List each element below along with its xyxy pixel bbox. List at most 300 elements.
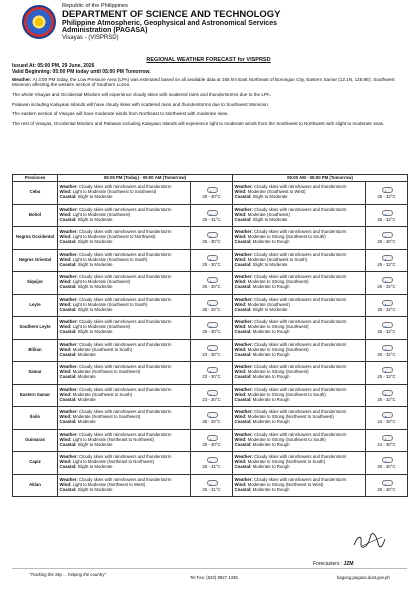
weather-text: Cloudy skies with rainshowers and thunderstorm <box>254 454 347 460</box>
wind-label: Wind: <box>234 391 247 397</box>
temperature-range: 25 - 32°C <box>377 396 396 402</box>
coastal-text: Slight to Moderate <box>252 261 288 267</box>
coastal-label: Coastal: <box>59 306 77 312</box>
document-header <box>12 3 407 53</box>
wind-label: Wind: <box>234 459 247 465</box>
temperature-range: 25 - 32°C <box>377 306 396 312</box>
coastal-text: Moderate <box>77 396 96 402</box>
temperature-range: 25 - 30°C <box>202 239 221 245</box>
table-row <box>13 362 408 385</box>
tonight-forecast <box>58 362 191 385</box>
rain-cloud-icon <box>205 254 219 260</box>
wind-label: Wind: <box>234 301 247 307</box>
issue-info <box>12 64 151 76</box>
rain-cloud-icon <box>205 456 219 462</box>
tonight-weather-cell <box>191 227 233 250</box>
tomorrow-forecast <box>233 317 366 340</box>
province-name: Capiz <box>13 452 58 475</box>
tonight-weather-cell <box>191 317 233 340</box>
temperature-range: 25 - 32°C <box>377 329 396 335</box>
coastal-label: Coastal: <box>234 419 252 425</box>
coastal-text: Slight to Moderate <box>252 306 288 312</box>
weather-text: Cloudy skies with rainshowers and thunderstorm <box>254 184 347 190</box>
coastal-text: Moderate to Rough <box>252 284 290 290</box>
coastal-text: Slight to Moderate <box>77 306 113 312</box>
temperature-range: 25 - 30°C <box>202 329 221 335</box>
rain-cloud-icon <box>205 411 219 417</box>
republic-label: Republic of the Philippines <box>62 3 128 9</box>
rain-cloud-icon <box>380 299 394 305</box>
province-name: Eastern Samar <box>13 384 58 407</box>
coastal-text: Moderate to Rough <box>252 396 290 402</box>
weather-label: Weather: <box>59 454 78 460</box>
province-name: Negros Occidental <box>13 227 58 250</box>
coastal-label: Coastal: <box>59 486 77 492</box>
coastal-text: Slight to Moderate <box>77 441 113 447</box>
temperature-range: 23 - 30°C <box>202 374 221 380</box>
coastal-text: Moderate to Rough <box>252 464 290 470</box>
rain-cloud-icon <box>380 389 394 395</box>
tomorrow-weather-cell <box>366 204 408 227</box>
weather-label: Weather: <box>234 409 253 415</box>
tomorrow-forecast <box>233 204 366 227</box>
coastal-label: Coastal: <box>234 464 252 470</box>
wind-text: Moderate to Strong (Southwest) <box>247 346 309 352</box>
coastal-label: Coastal: <box>234 216 252 222</box>
tonight-weather-cell <box>191 474 233 497</box>
forecast-table <box>12 174 408 497</box>
weather-label: Weather: <box>59 364 78 370</box>
wind-text: Light to Moderate (Southwest) <box>72 279 131 285</box>
tomorrow-forecast <box>233 407 366 430</box>
coastal-text: Moderate to Rough <box>252 351 290 357</box>
tomorrow-weather-cell <box>366 294 408 317</box>
wind-text: Light to Moderate (Southwest) <box>72 211 131 217</box>
rain-cloud-icon <box>205 434 219 440</box>
table-row <box>13 249 408 272</box>
col-header-tomorrow: 05:00 AM - 05:00 PM (Tomorrow) <box>233 175 408 182</box>
coastal-text: Moderate <box>77 351 96 357</box>
agency-name-line2: Administration (PAGASA) <box>62 27 148 35</box>
col-header-tonight: 05:00 PM (Today) - 05:00 AM (Tomorrow) <box>58 175 233 182</box>
synopsis-paragraph: The eastern section of Visayas will have moderate winds from Northeast to Northwest with moderate seas. <box>12 111 229 117</box>
tomorrow-forecast <box>233 429 366 452</box>
wind-text: Moderate to Strong (Southwest to South) <box>247 391 326 397</box>
coastal-label: Coastal: <box>234 374 252 380</box>
weather-label: Weather: <box>59 274 78 280</box>
table-row <box>13 294 408 317</box>
wind-text: Moderate (Southwest to South) <box>72 346 133 352</box>
temperature-range: 25 - 30°C <box>377 239 396 245</box>
tonight-weather-cell <box>191 339 233 362</box>
tomorrow-forecast <box>233 272 366 295</box>
coastal-text: Moderate to Rough <box>252 239 290 245</box>
tonight-forecast <box>58 429 191 452</box>
synopsis-paragraph: Palawan including Kalayaan Islands will have cloudy skies with scattered rains and thunderstorms due to Southwest Monsoon. <box>12 101 270 107</box>
tonight-weather-cell <box>191 249 233 272</box>
weather-label: Weather: <box>234 319 253 325</box>
temperature-range: 25 - 31°C <box>202 216 221 222</box>
wind-label: Wind: <box>59 279 72 285</box>
table-row <box>13 384 408 407</box>
weather-text: Cloudy skies with rainshowers and thunderstorm <box>254 386 347 392</box>
weather-text: Cloudy skies with rainshowers and thunderstorm <box>79 296 172 302</box>
wind-label: Wind: <box>234 279 247 285</box>
wind-text: Light to Moderate (Southwest to South) <box>72 256 148 262</box>
wind-text: Moderate to Strong (Southwest) <box>247 369 309 375</box>
coastal-label: Coastal: <box>234 239 252 245</box>
tonight-weather-cell <box>191 272 233 295</box>
wind-text: Light to Moderate (Northeast to Northwest) <box>72 459 155 465</box>
coastal-text: Slight to Moderate <box>252 194 288 200</box>
tomorrow-weather-cell <box>366 249 408 272</box>
temperature-range: 26 - 32°C <box>377 284 396 290</box>
coastal-text: Slight to Moderate <box>77 486 113 492</box>
synopsis-text: At 3:00 PM today, the Low Pressure Area (LPA) was estimated based on all available data at 165 km East Northeast of Borongan City, Eastern Samar (12.1N, 126.9E). Southwest Monsoon affecting the western section of Southern Luzon. <box>12 77 395 88</box>
tonight-forecast <box>58 227 191 250</box>
rain-cloud-icon <box>380 411 394 417</box>
tomorrow-weather-cell <box>366 429 408 452</box>
wind-label: Wind: <box>234 256 247 262</box>
wind-text: Moderate (Southwest to South) <box>247 256 308 262</box>
tonight-weather-cell <box>191 407 233 430</box>
tonight-forecast <box>58 384 191 407</box>
tomorrow-weather-cell <box>366 182 408 205</box>
province-name: Bohol <box>13 204 58 227</box>
weather-label: Weather: <box>59 386 78 392</box>
weather-label: Weather: <box>234 341 253 347</box>
wind-label: Wind: <box>59 211 72 217</box>
wind-label: Wind: <box>234 324 247 330</box>
weather-text: Cloudy skies with rainshowers and thunderstorm <box>79 364 172 370</box>
coastal-text: Moderate <box>77 419 96 425</box>
weather-label: Weather: <box>59 319 78 325</box>
tomorrow-forecast <box>233 452 366 475</box>
tomorrow-forecast <box>233 249 366 272</box>
wind-text: Light to Moderate (Southwest to South) <box>72 301 148 307</box>
wind-text: Moderate (Southwest to South) <box>72 391 133 397</box>
province-name: Siquijor <box>13 272 58 295</box>
temperature-range: 25 - 30°C <box>202 261 221 267</box>
coastal-label: Coastal: <box>234 441 252 447</box>
wind-text: Moderate to Strong (Northwest to West) <box>247 481 324 487</box>
wind-text: Moderate (Southwest) <box>247 211 290 217</box>
temperature-range: 26 - 31°C <box>202 464 221 470</box>
rain-cloud-icon <box>380 344 394 350</box>
table-row <box>13 227 408 250</box>
tomorrow-forecast <box>233 294 366 317</box>
temperature-range: 25 - 30°C <box>202 306 221 312</box>
tomorrow-forecast <box>233 182 366 205</box>
report-title: REGIONAL WEATHER FORECAST for VISPRSD <box>146 57 271 63</box>
forecasters <box>313 561 354 567</box>
weather-text: Cloudy skies with rainshowers and thunderstorm <box>79 229 172 235</box>
weather-label: Weather: <box>234 206 253 212</box>
table-row <box>13 339 408 362</box>
footer-website[interactable]: bagong.pagasa.dost.gov.ph <box>337 575 390 580</box>
tomorrow-weather-cell <box>366 362 408 385</box>
province-name: Cebu <box>13 182 58 205</box>
coastal-text: Slight to Moderate <box>77 239 113 245</box>
coastal-label: Coastal: <box>59 351 77 357</box>
temperature-range: 25 - 30°C <box>202 419 221 425</box>
wind-text: Moderate (Northwest to Southwest) <box>72 369 141 375</box>
weather-text: Cloudy skies with rainshowers and thunderstorm <box>254 364 347 370</box>
tonight-forecast <box>58 407 191 430</box>
weather-text: Cloudy skies with rainshowers and thunderstorm <box>79 386 172 392</box>
weather-text: Cloudy skies with rainshowers and thunderstorm <box>254 251 347 257</box>
rain-cloud-icon <box>205 299 219 305</box>
coastal-label: Coastal: <box>59 239 77 245</box>
rain-cloud-icon <box>205 321 219 327</box>
coastal-label: Coastal: <box>59 396 77 402</box>
issued-at: Issued At: 05:00 PM, 29 June, 2026 <box>12 63 95 69</box>
table-row <box>13 429 408 452</box>
footer-motto: "Tracking the Sky ... helping the country" <box>29 572 107 577</box>
coastal-label: Coastal: <box>234 284 252 290</box>
coastal-label: Coastal: <box>59 261 77 267</box>
temperature-range: 25 - 32°C <box>377 194 396 200</box>
weather-label: Weather: <box>59 296 78 302</box>
tonight-weather-cell <box>191 452 233 475</box>
tomorrow-forecast <box>233 227 366 250</box>
weather-label: Weather: <box>234 296 253 302</box>
wind-label: Wind: <box>59 346 72 352</box>
rain-cloud-icon <box>205 209 219 215</box>
coastal-label: Coastal: <box>234 261 252 267</box>
table-row <box>13 204 408 227</box>
coastal-text: Moderate to Rough <box>252 374 290 380</box>
wind-label: Wind: <box>59 436 72 442</box>
weather-label: Weather: <box>234 454 253 460</box>
wind-text: Moderate to Strong (Southwest to South) <box>247 234 326 240</box>
coastal-text: Slight to Moderate <box>77 329 113 335</box>
footer-telephone: Tel Fax: (632) 8927 1335 <box>190 575 238 580</box>
tonight-forecast <box>58 339 191 362</box>
province-name: Biliran <box>13 339 58 362</box>
tonight-forecast <box>58 294 191 317</box>
wind-text: Light to Moderate (Northeast to Northwest) <box>72 436 155 442</box>
rain-cloud-icon <box>205 276 219 282</box>
synopsis <box>12 77 407 130</box>
tonight-weather-cell <box>191 182 233 205</box>
weather-label: Weather: <box>59 229 78 235</box>
col-header-provinces: Provinces <box>13 175 58 182</box>
tomorrow-weather-cell <box>366 474 408 497</box>
coastal-label: Coastal: <box>59 441 77 447</box>
wind-text: Moderate to Strong (Northwest to Southwest) <box>247 414 334 420</box>
rain-cloud-icon <box>380 434 394 440</box>
table-row <box>13 272 408 295</box>
temperature-range: 25 - 30°C <box>377 464 396 470</box>
synopsis-paragraph: The rest of Visayas, Occidental Mindoro and Palawan including Kalayaan Islands will experience light to moderate winds from the Southwest to Northwest with slight to moderate seas. <box>12 120 385 126</box>
region-label: Visayas - (VISPRSD) <box>62 34 119 41</box>
synopsis-label: Weather: <box>12 77 32 82</box>
weather-text: Cloudy skies with rainshowers and thunderstorm <box>254 206 347 212</box>
temperature-range: 25 - 32°C <box>377 351 396 357</box>
weather-text: Cloudy skies with rainshowers and thunderstorm <box>79 274 172 280</box>
wind-label: Wind: <box>59 301 72 307</box>
wind-label: Wind: <box>59 256 72 262</box>
department-name: DEPARTMENT OF SCIENCE AND TECHNOLOGY <box>62 8 281 20</box>
weather-text: Cloudy skies with rainshowers and thunderstorm <box>254 431 347 437</box>
coastal-text: Slight to Moderate <box>77 194 113 200</box>
weather-text: Cloudy skies with rainshowers and thunderstorm <box>254 296 347 302</box>
wind-label: Wind: <box>59 391 72 397</box>
weather-label: Weather: <box>59 184 78 190</box>
wind-label: Wind: <box>59 481 72 487</box>
tomorrow-weather-cell <box>366 452 408 475</box>
wind-label: Wind: <box>234 369 247 375</box>
weather-label: Weather: <box>234 476 253 482</box>
wind-label: Wind: <box>59 369 72 375</box>
coastal-text: Slight to Moderate <box>77 261 113 267</box>
weather-text: Cloudy skies with rainshowers and thunderstorm <box>79 341 172 347</box>
weather-text: Cloudy skies with rainshowers and thunderstorm <box>254 476 347 482</box>
wind-text: Light to Moderate (Southwest) <box>72 324 131 330</box>
coastal-label: Coastal: <box>234 486 252 492</box>
tonight-forecast <box>58 272 191 295</box>
tonight-weather-cell <box>191 429 233 452</box>
footer-divider <box>12 568 407 569</box>
wind-label: Wind: <box>234 414 247 420</box>
forecasters-name: JZM <box>343 561 354 567</box>
tonight-weather-cell <box>191 384 233 407</box>
tomorrow-weather-cell <box>366 272 408 295</box>
coastal-label: Coastal: <box>234 194 252 200</box>
wind-text: Light to Moderate (Southwest to Northwest) <box>72 234 156 240</box>
weather-text: Cloudy skies with rainshowers and thunderstorm <box>254 229 347 235</box>
table-row <box>13 474 408 497</box>
coastal-label: Coastal: <box>234 329 252 335</box>
tomorrow-forecast <box>233 362 366 385</box>
tomorrow-weather-cell <box>366 317 408 340</box>
weather-label: Weather: <box>59 341 78 347</box>
coastal-text: Moderate to Rough <box>252 441 290 447</box>
wind-label: Wind: <box>59 414 72 420</box>
province-name: Aklan <box>13 474 58 497</box>
temperature-range: 25 - 32°C <box>377 261 396 267</box>
weather-label: Weather: <box>234 184 253 190</box>
pagasa-seal-icon <box>22 5 56 39</box>
synopsis-paragraph: The whole Visayas and Occidental Mindoro will experience cloudy skies with scattered rains and thunderstorms due to the LPA. <box>12 92 272 97</box>
wind-text: Moderate (Southwest to West) <box>247 189 306 195</box>
tomorrow-forecast <box>233 384 366 407</box>
rain-cloud-icon <box>380 231 394 237</box>
rain-cloud-icon <box>380 456 394 462</box>
tonight-weather-cell <box>191 294 233 317</box>
tomorrow-forecast <box>233 474 366 497</box>
wind-label: Wind: <box>59 234 72 240</box>
coastal-text: Moderate to Rough <box>252 329 290 335</box>
weather-label: Weather: <box>59 431 78 437</box>
rain-cloud-icon <box>380 186 394 192</box>
wind-text: Moderate (Northwest to Southwest) <box>72 414 141 420</box>
wind-text: Light to Moderate (Northwest to West) <box>72 481 146 487</box>
tonight-weather-cell <box>191 362 233 385</box>
forecasters-label: Forecasters : <box>313 561 343 567</box>
tomorrow-forecast <box>233 339 366 362</box>
weather-label: Weather: <box>234 364 253 370</box>
weather-label: Weather: <box>59 206 78 212</box>
coastal-label: Coastal: <box>59 216 77 222</box>
weather-label: Weather: <box>234 431 253 437</box>
coastal-label: Coastal: <box>234 306 252 312</box>
table-row <box>13 182 408 205</box>
temperature-range: 26 - 31°C <box>202 486 221 492</box>
rain-cloud-icon <box>205 186 219 192</box>
rain-cloud-icon <box>205 366 219 372</box>
wind-label: Wind: <box>234 481 247 487</box>
temperature-range: 25 - 30°C <box>377 486 396 492</box>
rain-cloud-icon <box>205 479 219 485</box>
temperature-range: 23 - 30°C <box>202 396 221 402</box>
weather-text: Cloudy skies with rainshowers and thunderstorm <box>79 409 172 415</box>
wind-text: Moderate (Southwest) <box>247 301 290 307</box>
wind-text: Moderate to Strong (Southwest) <box>247 279 309 285</box>
weather-label: Weather: <box>59 409 78 415</box>
province-name: Negros Oriental <box>13 249 58 272</box>
forecaster-signature <box>352 533 386 549</box>
coastal-text: Slight to Moderate <box>252 216 288 222</box>
coastal-label: Coastal: <box>59 374 77 380</box>
wind-label: Wind: <box>59 459 72 465</box>
weather-label: Weather: <box>234 229 253 235</box>
tonight-forecast <box>58 182 191 205</box>
temperature-range: 25 - 32°C <box>377 374 396 380</box>
weather-text: Cloudy skies with rainshowers and thunderstorm <box>79 206 172 212</box>
table-row <box>13 452 408 475</box>
coastal-label: Coastal: <box>59 464 77 470</box>
wind-label: Wind: <box>234 234 247 240</box>
weather-text: Cloudy skies with rainshowers and thunderstorm <box>254 319 347 325</box>
tonight-weather-cell <box>191 204 233 227</box>
weather-text: Cloudy skies with rainshowers and thunderstorm <box>254 409 347 415</box>
rain-cloud-icon <box>380 479 394 485</box>
coastal-text: Moderate to Rough <box>252 419 290 425</box>
rain-cloud-icon <box>380 276 394 282</box>
weather-text: Cloudy skies with rainshowers and thunderstorm <box>79 184 172 190</box>
wind-label: Wind: <box>59 189 72 195</box>
wind-label: Wind: <box>234 211 247 217</box>
temperature-range: 24 - 30°C <box>377 419 396 425</box>
coastal-label: Coastal: <box>59 419 77 425</box>
temperature-range: 25 - 32°C <box>377 216 396 222</box>
weather-label: Weather: <box>234 251 253 257</box>
tomorrow-weather-cell <box>366 227 408 250</box>
rain-cloud-icon <box>380 366 394 372</box>
temperature-range: 26 - 30°C <box>202 284 221 290</box>
rain-cloud-icon <box>380 209 394 215</box>
tonight-forecast <box>58 317 191 340</box>
weather-text: Cloudy skies with rainshowers and thunderstorm <box>254 341 347 347</box>
rain-cloud-icon <box>380 254 394 260</box>
coastal-label: Coastal: <box>234 351 252 357</box>
valid-beginning: Valid Beginning: 05:00 PM today until 05:00 PM Tomorrow. <box>12 68 151 75</box>
table-row <box>13 407 408 430</box>
weather-label: Weather: <box>234 274 253 280</box>
temperature-range: 25 - 30°C <box>202 441 221 447</box>
coastal-text: Slight to Moderate <box>77 464 113 470</box>
wind-label: Wind: <box>234 189 247 195</box>
weather-text: Cloudy skies with rainshowers and thunderstorm <box>79 454 172 460</box>
wind-text: Moderate to Strong (Southwest to South) <box>247 436 326 442</box>
weather-text: Cloudy skies with rainshowers and thunderstorm <box>254 274 347 280</box>
coastal-text: Moderate to Rough <box>252 486 290 492</box>
coastal-label: Coastal: <box>59 284 77 290</box>
rain-cloud-icon <box>205 389 219 395</box>
weather-label: Weather: <box>59 251 78 257</box>
